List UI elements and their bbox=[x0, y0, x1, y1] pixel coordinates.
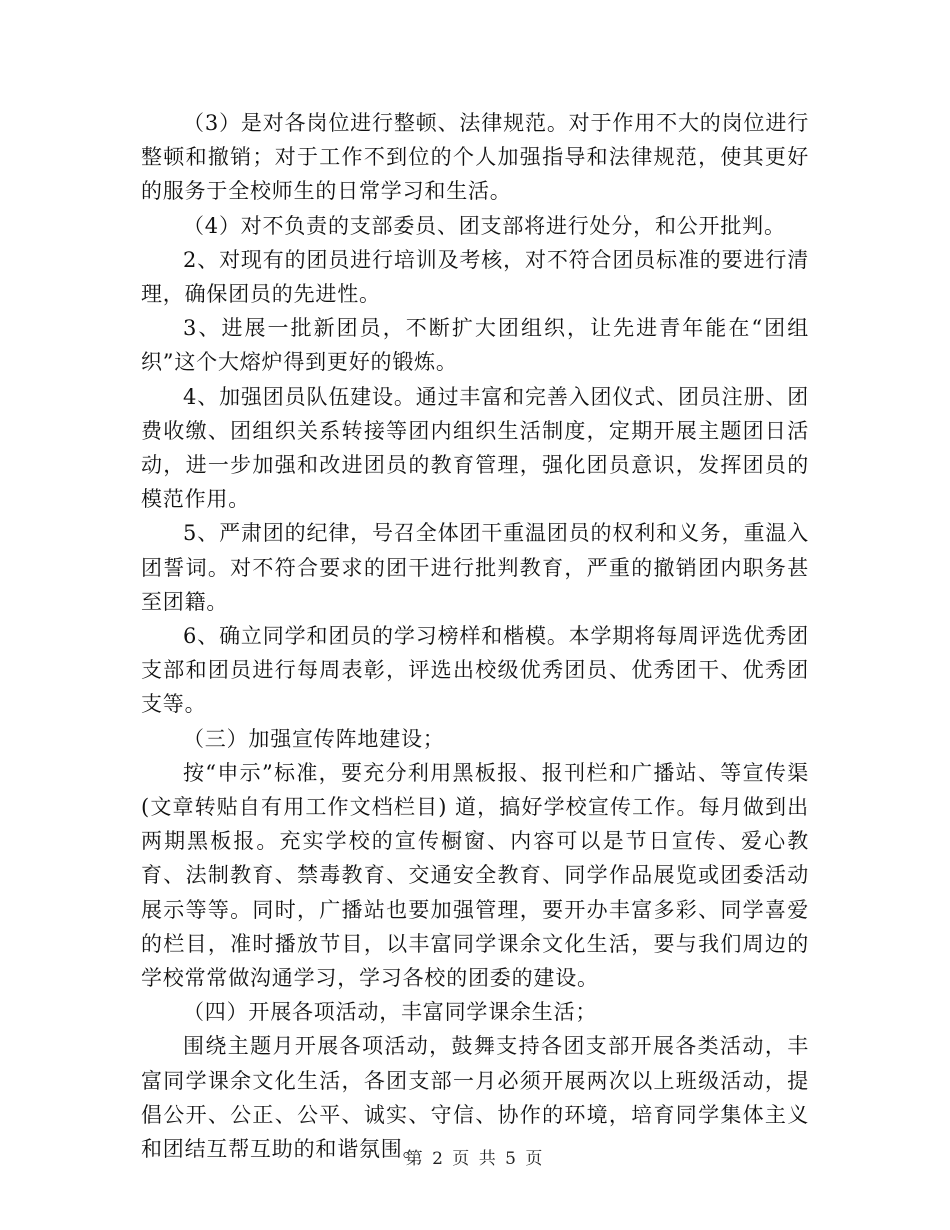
paragraph-4-discipline-committee: （4）对不负责的支部委员、团支部将进行处分，和公开批判。 bbox=[183, 213, 786, 238]
paragraph-3-new-members: 3、进展一批新团员，不断扩大团组织，让先进青年能在“团组织”这个大熔炉得到更好的锻炼。 bbox=[141, 316, 809, 375]
paragraph-5-discipline: 5、严肃团的纪律，号召全体团干重温团员的权利和义务，重温入团誓词。对不符合要求的团干进行批判教育，严重的撤销团内职务甚至团籍。 bbox=[141, 521, 809, 614]
page-number-footer: 第 2 页 共 5 页 bbox=[405, 1149, 545, 1169]
paragraph-4-team-building: 4、加强团员队伍建设。通过丰富和完善入团仪式、团员注册、团费收缴、团组织关系转接等团内组织生活制度，定期开展主题团日活动，进一步加强和改进团员的教育管理，强化团员意识，发挥团员的模范作用。 bbox=[141, 384, 809, 512]
paragraph-publicity-work: 按“申示”标准，要充分利用黑板报、报刊栏和广播站、等宣传渠(文章转贴自有用工作文档栏目) 道，搞好学校宣传工作。每月做到出两期黑板报。充实学校的宣传橱窗、内容可以是节日宣传、爱心教育、法制教育、禁毒教育、交通安全教育、同学作品展览或团委活动展示等等。同时，广播站也要加强管理，要开办丰富多彩、同学喜爱的栏目，准时播放节目，以丰富同学课余文化生活，要与我们周边的学校常常做沟通学习，学习各校的团委的建设。 bbox=[141, 760, 809, 991]
paragraph-6-role-models: 6、确立同学和团员的学习榜样和楷模。本学期将每周评选优秀团支部和团员进行每周表彰，评选出校级优秀团员、优秀团干、优秀团支等。 bbox=[141, 624, 809, 717]
section-heading-activities: （四）开展各项活动，丰富同学课余生活； bbox=[183, 1000, 598, 1025]
paragraph-2-member-training: 2、对现有的团员进行培训及考核，对不符合团员标准的要进行清理，确保团员的先进性。 bbox=[141, 247, 809, 307]
section-heading-publicity: （三）加强宣传阵地建设； bbox=[183, 726, 445, 751]
paragraph-3-rectify-posts: （3）是对各岗位进行整顿、法律规范。对于作用不大的岗位进行整顿和撤销；对于工作不到位的个人加强指导和法律规范，使其更好的服务于全校师生的日常学习和生活。 bbox=[141, 111, 809, 204]
paragraph-activities: 围绕主题月开展各项活动，鼓舞支持各团支部开展各类活动，丰富同学课余文化生活，各团支部一月必须开展两次以上班级活动，提倡公开、公正、公平、诚实、守信、协作的环境，培育同学集体主义和团结互帮互助的和谐氛围。 bbox=[141, 1034, 809, 1162]
document-body bbox=[141, 106, 809, 1166]
